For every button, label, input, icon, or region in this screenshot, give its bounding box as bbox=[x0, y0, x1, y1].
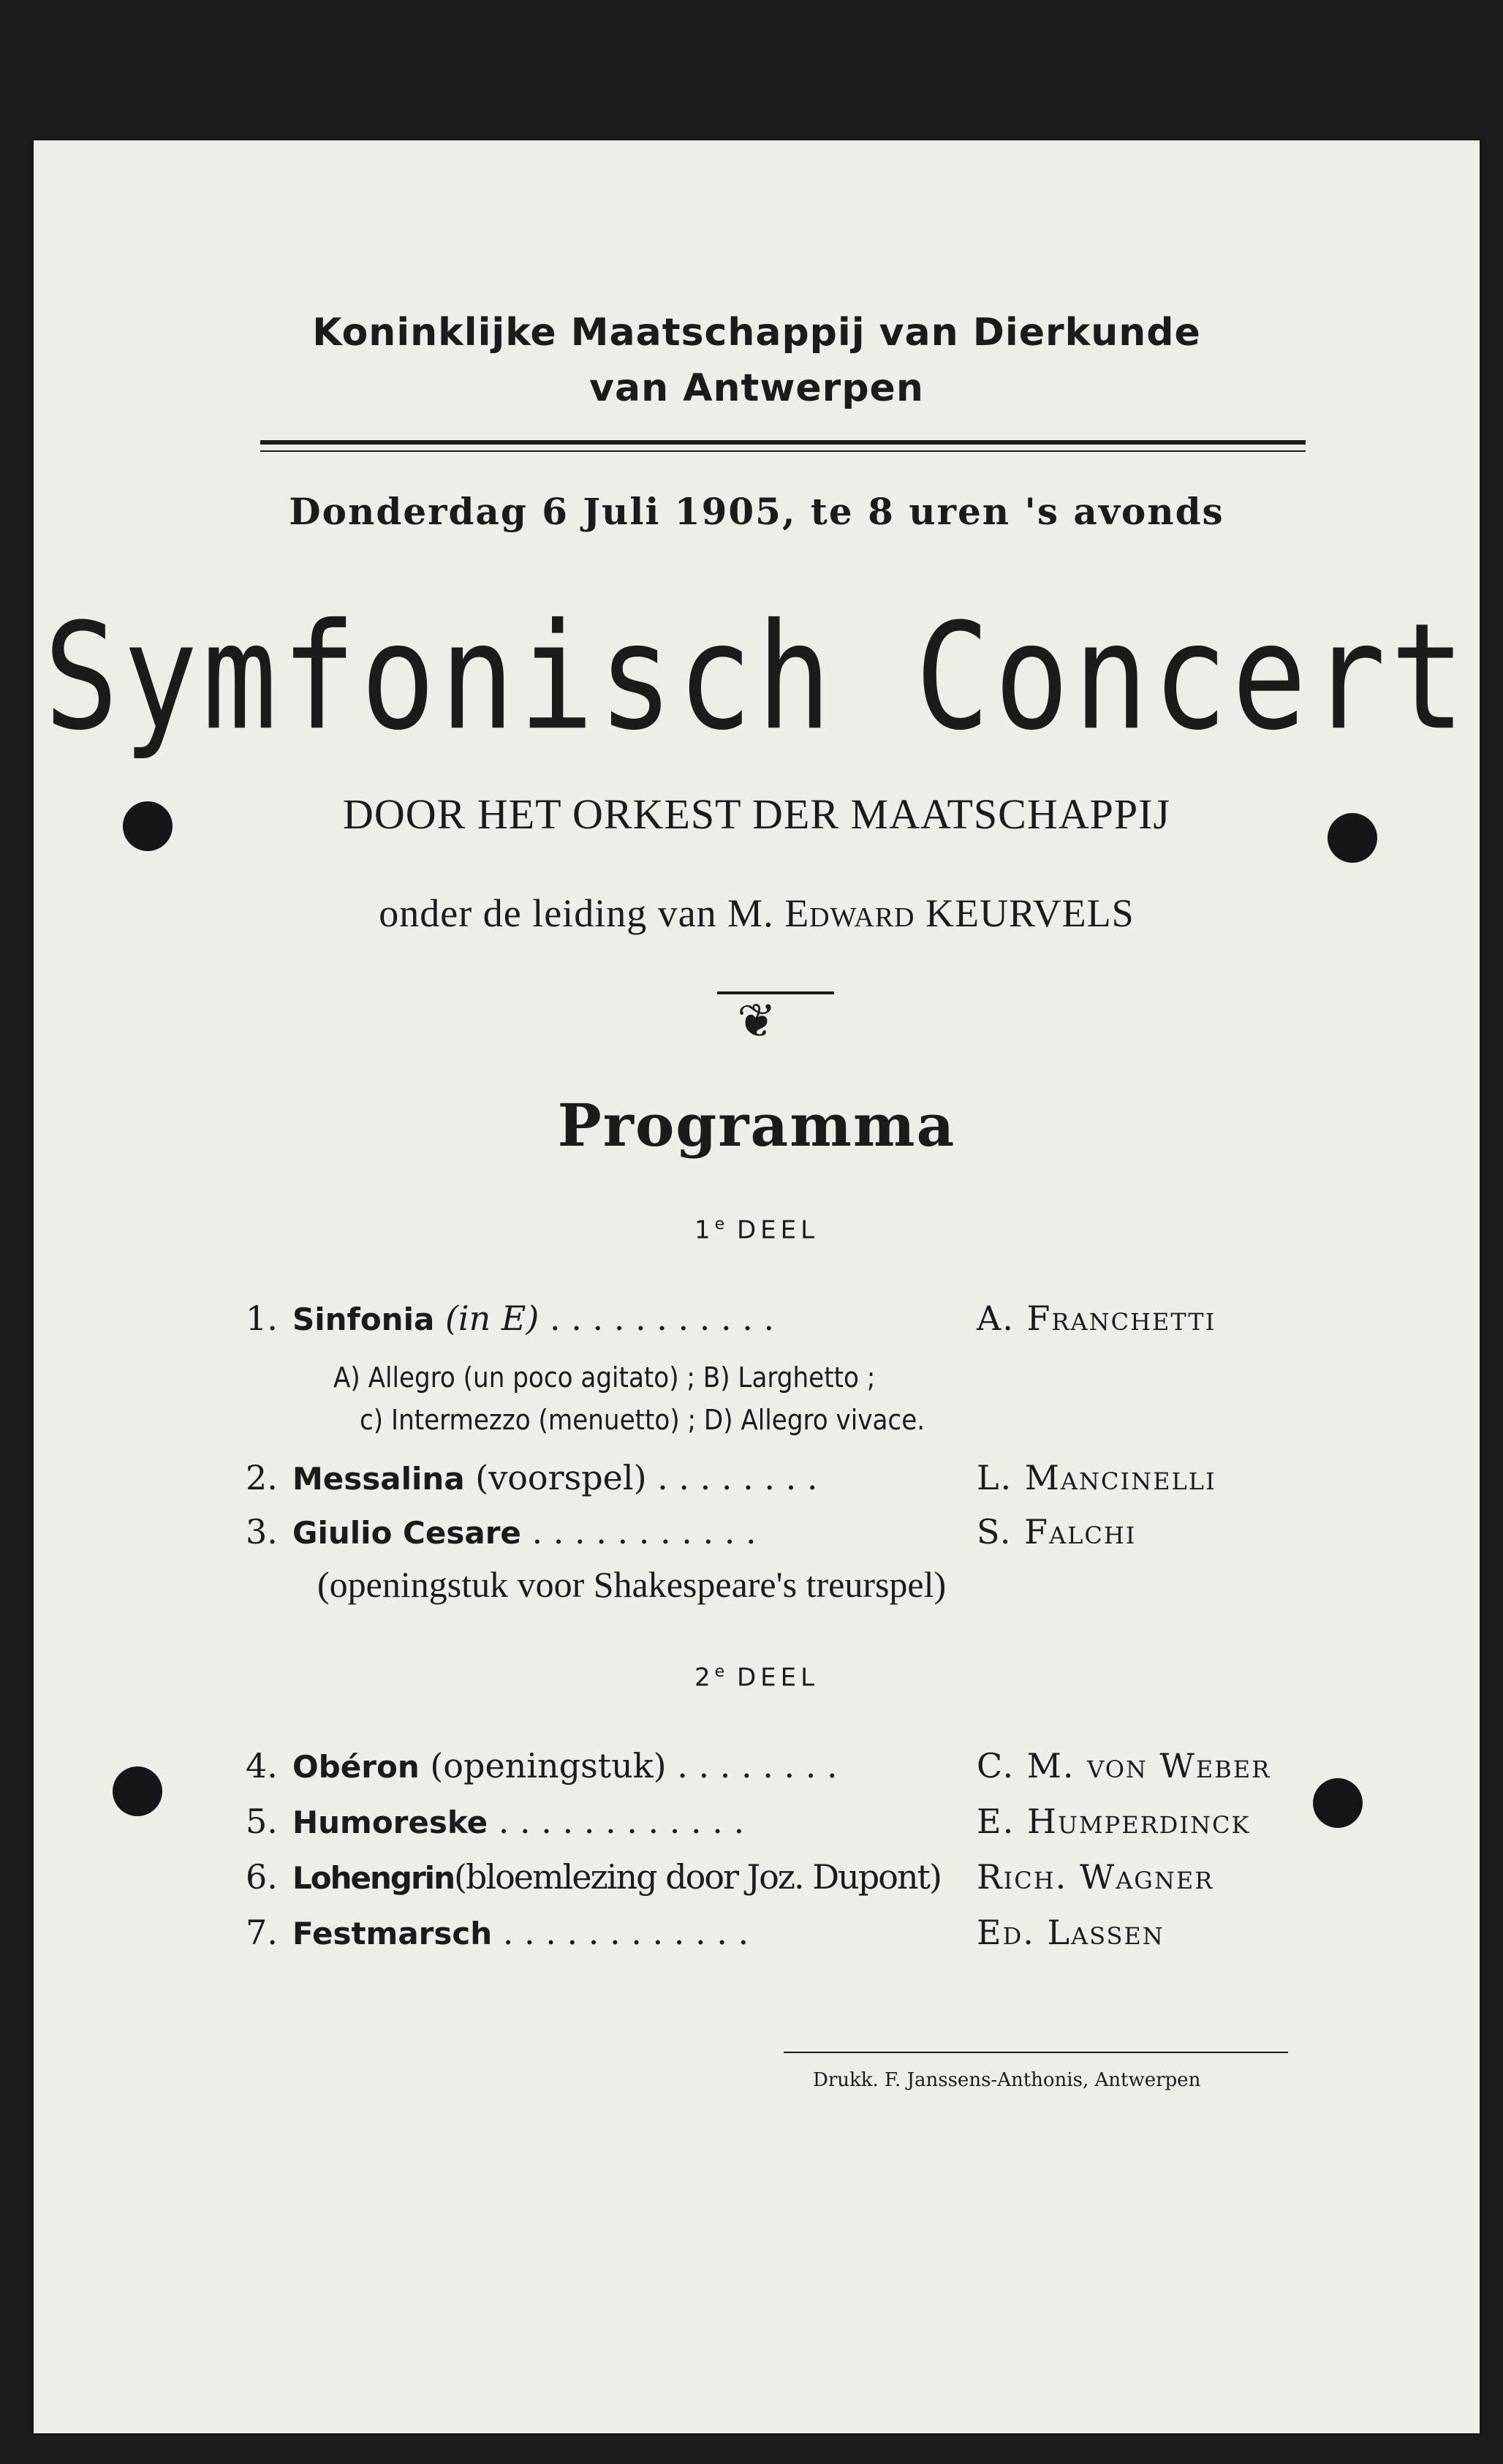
movements-line-2: c) Intermezzo (menuetto) ; D) Allegro vivace. bbox=[360, 1404, 925, 1436]
item-extra: (openingstuk) bbox=[430, 1746, 667, 1785]
conductor-last-name: KEURVELS bbox=[925, 891, 1135, 935]
part2-number: 2 bbox=[694, 1663, 715, 1693]
orchestra-line: DOOR HET ORKEST DER MAATSCHAPPIJ bbox=[342, 790, 1171, 838]
item-composer: E. Humperdinck bbox=[977, 1802, 1251, 1841]
part1-suffix: e bbox=[714, 1215, 725, 1233]
program-item-4 bbox=[246, 1746, 1342, 1790]
part2-suffix: e bbox=[714, 1663, 725, 1681]
item-title: Messalina bbox=[292, 1461, 465, 1497]
item-title: Giulio Cesare bbox=[292, 1515, 521, 1551]
programma-heading: Programma bbox=[557, 1091, 956, 1160]
item-composer: S. Falchi bbox=[977, 1512, 1137, 1552]
opening-note: (openingstuk voor Shakespeare's treurspel) bbox=[317, 1564, 947, 1605]
item-number: 4. bbox=[246, 1746, 278, 1785]
item-extra: (voorspel) bbox=[475, 1458, 647, 1497]
program-item-7 bbox=[246, 1913, 1342, 1957]
conductor-first-name: Edward bbox=[784, 891, 915, 935]
header-divider-thin bbox=[260, 450, 1306, 452]
item-number: 6. bbox=[246, 1857, 278, 1897]
item-title: Sinfonia bbox=[292, 1301, 435, 1337]
item-composer: L. Mancinelli bbox=[977, 1458, 1216, 1497]
item-number: 1. bbox=[246, 1299, 278, 1338]
item-extra: (bloemlezing door Joz. Dupont) bbox=[453, 1857, 941, 1897]
item-title-group bbox=[292, 1802, 744, 1841]
part2-label: DEEL bbox=[736, 1663, 819, 1693]
conductor-line bbox=[34, 891, 1480, 936]
program-item-2 bbox=[246, 1458, 1342, 1502]
item-title: Humoreske bbox=[292, 1804, 488, 1840]
item-leader-dots: . . . . . . . . . . . bbox=[550, 1299, 775, 1338]
item-composer: Rich. Wagner bbox=[977, 1857, 1214, 1897]
part1-label: DEEL bbox=[736, 1215, 819, 1245]
item-composer: C. M. von Weber bbox=[977, 1746, 1271, 1785]
item-title-group bbox=[292, 1746, 838, 1785]
part1-heading bbox=[34, 1215, 1480, 1244]
concert-program-sheet bbox=[34, 140, 1480, 2433]
item-leader-dots: . . . . . . . . . . . bbox=[531, 1512, 757, 1552]
item-extra: (in E) bbox=[444, 1299, 540, 1338]
item-title-group bbox=[292, 1458, 818, 1497]
item-composer: Ed. Lassen bbox=[977, 1913, 1165, 1952]
movements-line-1: A) Allegro (un poco agitato) ; B) Larghetto ; bbox=[333, 1361, 876, 1394]
item-leader-dots: . . . . . . . . . . . . bbox=[502, 1913, 749, 1952]
item-title: Obéron bbox=[292, 1749, 420, 1785]
program-item-6 bbox=[246, 1857, 1342, 1901]
item-title: Lohengrin bbox=[292, 1860, 454, 1896]
item-number: 5. bbox=[246, 1802, 278, 1841]
conductor-prefix: onder de leiding van M. bbox=[379, 891, 774, 935]
item-title-group bbox=[292, 1913, 749, 1952]
punch-hole-bottom-left bbox=[113, 1766, 162, 1816]
printer-imprint: Drukk. F. Janssens-Anthonis, Antwerpen bbox=[813, 2069, 1201, 2091]
society-name-line1: Koninklijke Maatschappij van Dierkunde bbox=[312, 311, 1201, 355]
item-composer: A. Franchetti bbox=[977, 1299, 1216, 1338]
item-title: Festmarsch bbox=[292, 1916, 493, 1951]
item-leader-dots: . . . . . . . . bbox=[677, 1746, 838, 1785]
header-divider-thick bbox=[260, 440, 1306, 445]
society-name-line2: van Antwerpen bbox=[589, 366, 924, 410]
program-item-5 bbox=[246, 1802, 1342, 1845]
item-title-group bbox=[292, 1299, 774, 1338]
concert-title: Symfonisch Concert bbox=[43, 592, 1470, 763]
item-title-group bbox=[292, 1512, 757, 1552]
part1-number: 1 bbox=[694, 1215, 715, 1245]
item-number: 3. bbox=[246, 1512, 278, 1552]
program-item-1 bbox=[246, 1299, 1342, 1342]
item-number: 2. bbox=[246, 1458, 278, 1497]
ornament-flourish-icon: ❦ bbox=[737, 994, 776, 1048]
imprint-rule bbox=[784, 2052, 1288, 2053]
item-number: 7. bbox=[246, 1913, 278, 1952]
item-leader-dots: . . . . . . . . . . . . bbox=[498, 1802, 745, 1841]
society-name bbox=[34, 305, 1480, 416]
concert-date: Donderdag 6 Juli 1905, te 8 uren 's avonds bbox=[289, 490, 1224, 533]
part2-heading bbox=[34, 1663, 1480, 1692]
program-item-3 bbox=[246, 1512, 1342, 1556]
item-title-group bbox=[292, 1857, 941, 1897]
item-leader-dots: . . . . . . . . bbox=[657, 1458, 818, 1497]
